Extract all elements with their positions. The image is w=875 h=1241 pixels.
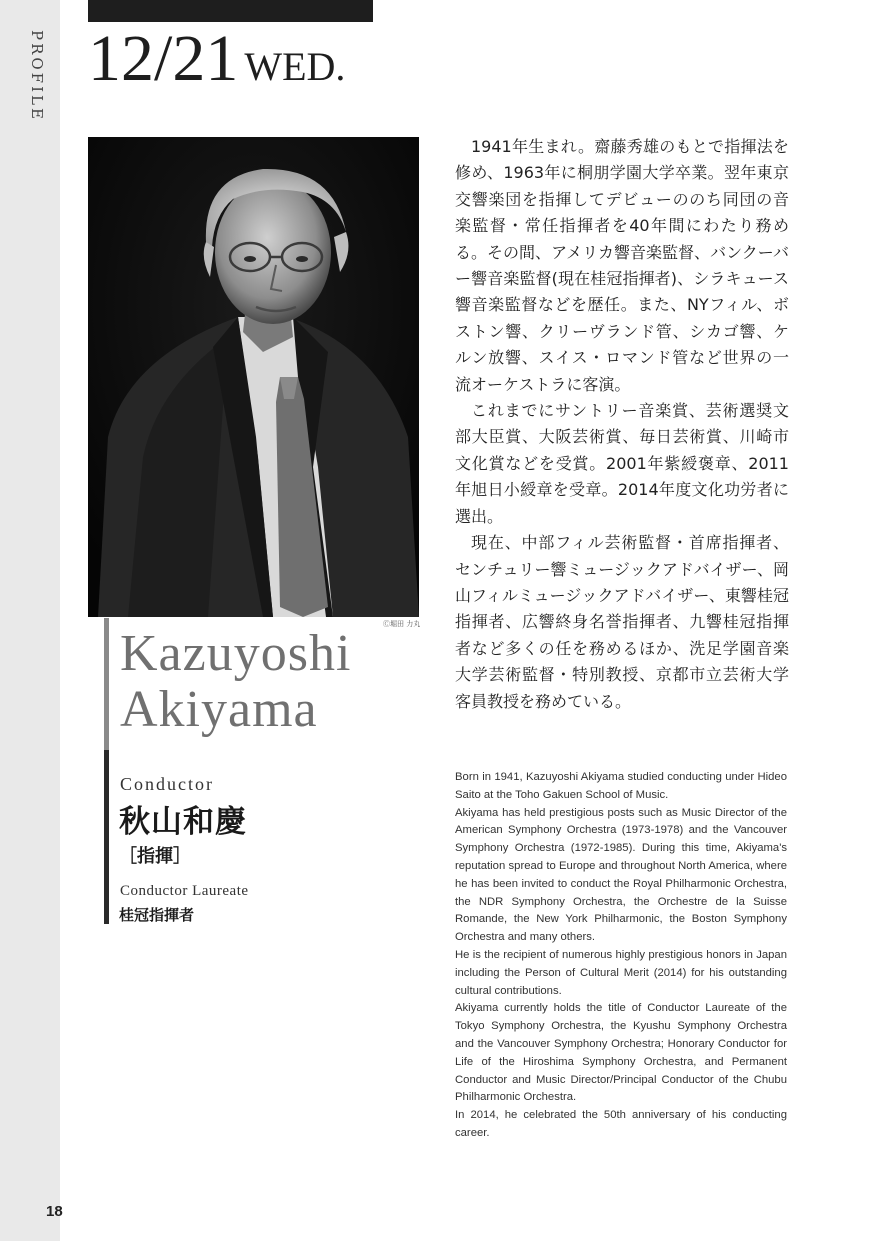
portrait-illustration <box>88 137 419 617</box>
artist-title-en: Conductor Laureate <box>120 883 249 899</box>
date-weekday: WED. <box>244 44 346 89</box>
bio-ja-paragraph: これまでにサントリー音楽賞、芸術選奨文部大臣賞、大阪芸術賞、毎日芸術賞、川崎市文化賞などを受賞。2001年紫綬褒章、2011年旭日小綬章を受章。2014年度文化功労者に選出。 <box>455 401 789 526</box>
bio-en-paragraph: Akiyama currently holds the title of Conductor Laureate of the Tokyo Symphony Orchestra, the Kyushu Symphony Orchestra and the Vancouver Symphony Orchestra; Honorary Conductor for Life of the Hiroshima Symphony Orchestra, and Permanent Conductor and Music Director/Principal Conductor of the Chubu Philharmonic Orchestra. <box>455 1002 787 1104</box>
section-label: PROFILE <box>28 30 46 122</box>
artist-name-en: Kazuyoshi Akiyama <box>120 625 352 738</box>
artist-name-block <box>104 618 414 924</box>
accent-bar-light <box>104 618 109 750</box>
bio-en-paragraph: Akiyama has held prestigious posts such as Music Director of the American Symphony Orchestra (1973-1978) and the Vancouver Symphony Orchestra (1972-1985). During this time, Akiyama's reputation spread to Europe and throughout North America, where he has been invited to conduct the Royal Philharmonic Orchestra, the NDR Symphony Orchestra, the Orchestre de la Suisse Romande, the New York Philharmonic, the Boston Symphony Orchestra and many others. <box>455 806 787 944</box>
bio-en-paragraph: Born in 1941, Kazuyoshi Akiyama studied conducting under Hideo Saito at the Toho Gakuen School of Music. <box>455 771 787 801</box>
bio-en-paragraph: He is the recipient of numerous highly prestigious honors in Japan including the Person of Cultural Merit (2014) for his outstanding cultural contributions. <box>455 948 787 997</box>
photo-credit: Ⓒ堀田 力丸 <box>383 620 421 628</box>
portrait-photo <box>88 137 419 617</box>
bio-ja-paragraph: 1941年生まれ。齋藤秀雄のもとで指揮法を修め、1963年に桐朋学園大学卒業。翌年東京交響楽団を指揮してデビューののち同団の音楽監督・常任指揮者を40年間にわたり務める。その間、アメリカ響音楽監督、バンクーバー響音楽監督(現在桂冠指揮者)、シラキュース響音楽監督などを歴任。また、NYフィル、ボストン響、クリーヴランド管、シカゴ響、ケルン放響、スイス・ロマンド管など世界の一流オーケストラに客演。 <box>455 137 789 394</box>
side-strip <box>0 0 63 1241</box>
page-number: 18 <box>46 1203 63 1220</box>
biography-english <box>455 769 787 1143</box>
artist-role-en: Conductor <box>120 774 214 794</box>
artist-role-ja: ［指揮］ <box>119 846 191 867</box>
concert-date <box>88 22 345 96</box>
artist-name-ja: 秋山和慶 <box>119 804 247 840</box>
header-bar <box>88 0 373 22</box>
bio-en-paragraph: In 2014, he celebrated the 50th anniversary of his conducting career. <box>455 1109 787 1139</box>
biography-japanese <box>455 134 789 715</box>
accent-bar-dark <box>104 750 109 924</box>
date-number: 12/21 <box>88 22 239 95</box>
bio-ja-paragraph: 現在、中部フィル芸術監督・首席指揮者、センチュリー響ミュージックアドバイザー、岡山フィルミュージックアドバイザー、東響桂冠指揮者、広響終身名誉指揮者、九響桂冠指揮者など多くの任を務めるほか、洗足学園音楽大学芸術監督・特別教授、京都市立芸術大学客員教授を務めている。 <box>455 533 789 711</box>
artist-title-ja: 桂冠指揮者 <box>119 906 195 924</box>
